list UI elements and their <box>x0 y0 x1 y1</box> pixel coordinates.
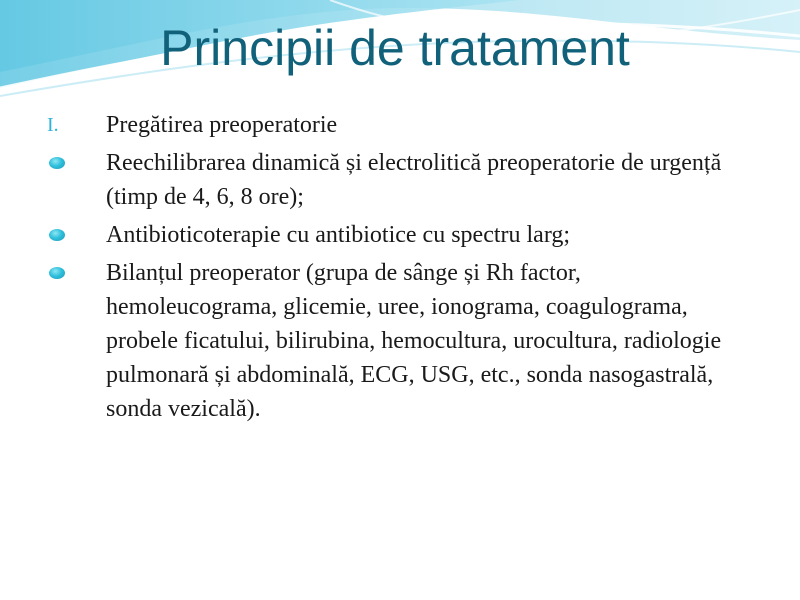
bullet-dot-icon <box>49 157 65 169</box>
slide-title: Principii de tratament <box>160 20 630 76</box>
bullet-item <box>40 256 740 426</box>
bullet-item-text: Reechilibrarea dinamică și electrolitică preoperatorie de urgență (timp de 4, 6, 8 ore); <box>106 150 722 210</box>
bullet-dot-icon <box>49 267 65 279</box>
section-heading <box>40 108 740 142</box>
bullet-dot-icon <box>49 229 65 241</box>
bullet-item-text: Antibioticoterapie cu antibiotice cu spectru larg; <box>106 222 571 248</box>
bullet-item-text: Bilanțul preoperator (grupa de sânge și Rh factor, hemoleucograma, glicemie, uree, ionograma, coagulograma, probele ficatului, bilirubina, hemocultura, urocultura, radiologie pulmonară și abdominală, ECG, USG, etc., sonda nasogastrală, sonda vezicală). <box>106 260 722 422</box>
roman-numeral-marker: I. <box>47 114 59 136</box>
section-heading-text: Pregătirea preoperatorie <box>106 112 338 138</box>
bullet-item <box>40 146 740 214</box>
slide-body <box>40 108 740 430</box>
bullet-item <box>40 218 740 252</box>
